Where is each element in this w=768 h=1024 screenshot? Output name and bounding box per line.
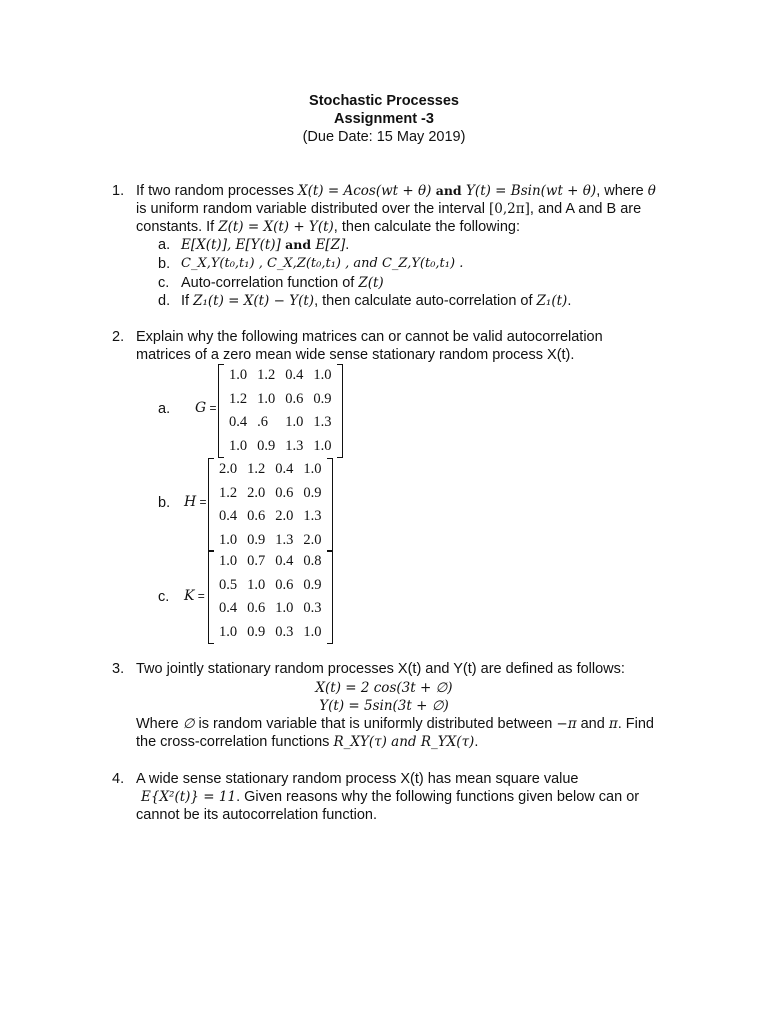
q3-text: is random variable that is uniformly distributed between xyxy=(194,716,557,732)
matrix-cell: 1.0 xyxy=(247,576,266,593)
q2-number: 2. xyxy=(112,329,125,345)
matrix-cell: 0.4 xyxy=(219,508,238,525)
q3-eq-1: X(t) = 2 cos(3t + ∅) xyxy=(315,680,453,696)
matrix-cell: 0.9 xyxy=(247,623,266,640)
q1-text: constants. If xyxy=(136,219,219,235)
matrix-row xyxy=(214,574,327,598)
q3-eq-2: Y(t) = 5sin(3t + ∅) xyxy=(319,698,449,714)
q3-neg-pi: −π xyxy=(556,716,577,732)
q1-interval: [0,2π] xyxy=(489,201,530,217)
matrix-k xyxy=(214,550,327,644)
q3-text: . Find xyxy=(617,716,654,732)
q1-where: , where xyxy=(596,183,648,199)
due-date: (Due Date: 15 May 2019) xyxy=(302,129,466,145)
matrix-cell: 1.3 xyxy=(313,414,332,431)
bracket-right xyxy=(327,458,333,552)
matrix-g-name xyxy=(195,400,217,416)
matrix-cell: 1.2 xyxy=(247,461,266,478)
q3-line-3 xyxy=(136,734,478,750)
matrix-cell: 0.8 xyxy=(303,553,322,570)
matrix-h xyxy=(214,458,327,552)
matrix-h-letter: b. xyxy=(158,495,171,511)
matrix-h-name xyxy=(184,494,207,510)
matrix-k-letter: c. xyxy=(158,589,170,605)
matrix-cell: 0.9 xyxy=(257,437,276,454)
assignment-label: Assignment -3 xyxy=(334,111,434,127)
matrix-row xyxy=(224,411,337,435)
matrix-g-equals: = xyxy=(206,401,217,415)
q1-math-x: X(t) = Acos(wt + θ) xyxy=(298,183,432,199)
matrix-cell: 0.9 xyxy=(247,531,266,548)
q1d-text: If xyxy=(181,293,194,309)
q1-text: If two random processes xyxy=(136,183,298,199)
q4-text: . Given reasons why the following functions given below can or xyxy=(236,789,640,805)
matrix-cell: 1.3 xyxy=(303,508,322,525)
matrix-cell: 0.3 xyxy=(303,600,322,617)
matrix-h-equals: = xyxy=(196,495,207,509)
matrix-cell: 1.2 xyxy=(257,367,276,384)
matrix-cell: 2.0 xyxy=(219,461,238,478)
q1-line-1 xyxy=(136,183,656,199)
q1d-label: d. xyxy=(158,293,171,309)
matrix-cell: 1.2 xyxy=(219,484,238,501)
bracket-left xyxy=(208,550,214,644)
matrix-g-symbol: G xyxy=(195,400,207,416)
q1c-math: Z(t) xyxy=(358,275,384,291)
q1-math-z: Z(t) = X(t) + Y(t) xyxy=(218,219,334,235)
q3-phi: ∅ xyxy=(182,716,195,732)
matrix-cell: 0.9 xyxy=(313,390,332,407)
q1a-math: E[X(t)], E[Y(t)] xyxy=(181,237,281,253)
q1-text: , and A and B are xyxy=(529,201,642,217)
matrix-h-label xyxy=(158,495,170,511)
matrix-row xyxy=(214,550,327,574)
q1-math-y: Y(t) = Bsin(wt + θ) xyxy=(466,183,597,199)
q3-pi: π xyxy=(608,716,618,732)
matrix-cell: 1.0 xyxy=(257,390,276,407)
matrix-cell: 0.4 xyxy=(275,461,294,478)
matrix-cell: 1.0 xyxy=(313,437,332,454)
matrix-cell: 0.4 xyxy=(275,553,294,570)
q1b-line: C_X,Y(t₀,t₁) , C_X,Z(t₀,t₁) , and C_Z,Y(t₀,t₁) . xyxy=(181,256,464,271)
matrix-cell: 0.3 xyxy=(275,623,294,640)
q1-text: is uniform random variable distributed over the interval xyxy=(136,201,489,217)
q1b-label: b. xyxy=(158,256,171,272)
bracket-left xyxy=(218,364,224,458)
q3-text: the cross-correlation functions xyxy=(136,734,334,750)
doc-title: Stochastic Processes xyxy=(309,93,459,109)
matrix-cell: .6 xyxy=(257,414,268,431)
q4-line-3: cannot be its autocorrelation function. xyxy=(136,807,378,823)
matrix-row xyxy=(224,388,337,412)
q1d-math-z1: Z₁(t) xyxy=(536,293,568,309)
q1-theta: θ xyxy=(647,183,656,199)
q1d-math: Z₁(t) = X(t) − Y(t) xyxy=(193,293,315,309)
matrix-k-equals: = xyxy=(194,589,205,603)
q4-math: E{X²(t)} = 11 xyxy=(141,789,237,805)
matrix-cell: 1.3 xyxy=(275,531,294,548)
matrix-cell: 1.0 xyxy=(219,623,238,640)
q1a-label: a. xyxy=(158,237,171,253)
q4-line-2 xyxy=(141,789,639,805)
matrix-row xyxy=(214,597,327,621)
matrix-cell: 1.0 xyxy=(229,437,248,454)
q1d-period: . xyxy=(567,293,572,309)
q2-line-2: matrices of a zero mean wide sense stationary random process X(t). xyxy=(136,347,575,363)
q3-period: . xyxy=(474,734,479,750)
matrix-cell: 0.6 xyxy=(247,508,266,525)
q1-line-3 xyxy=(136,219,520,235)
matrix-cell: 1.0 xyxy=(313,367,332,384)
q1-text: , then calculate the following: xyxy=(333,219,520,235)
q1a-line xyxy=(181,237,349,253)
q1d-line xyxy=(181,293,571,309)
matrix-k-symbol: K xyxy=(184,588,195,604)
matrix-cell: 1.0 xyxy=(219,531,238,548)
q1c-line xyxy=(181,275,384,291)
bracket-right xyxy=(337,364,343,458)
q4-line-1: A wide sense stationary random process X(t) has mean square value xyxy=(136,771,579,787)
q1a-math-ez: E[Z] xyxy=(315,237,346,253)
q3-line-2 xyxy=(136,716,654,732)
q1d-text: , then calculate auto-correlation of xyxy=(314,293,537,309)
matrix-cell: 0.7 xyxy=(247,553,266,570)
matrix-cell: 1.0 xyxy=(285,414,304,431)
q3-math-r: R_XY(τ) and R_YX(τ) xyxy=(333,734,475,750)
matrix-h-symbol: H xyxy=(184,494,197,510)
matrix-cell: 2.0 xyxy=(247,484,266,501)
q1-line-2 xyxy=(136,201,641,217)
matrix-k-name xyxy=(184,588,205,604)
matrix-cell: 2.0 xyxy=(303,531,322,548)
matrix-k-table xyxy=(214,550,327,644)
matrix-cell: 1.0 xyxy=(303,461,322,478)
bracket-right xyxy=(327,550,333,644)
matrix-cell: 0.6 xyxy=(285,390,304,407)
q3-text: and xyxy=(576,716,609,732)
matrix-row xyxy=(214,505,327,529)
matrix-row xyxy=(214,458,327,482)
q1a-period: . xyxy=(345,237,350,253)
q2-line-1: Explain why the following matrices can or cannot be valid autocorrelation xyxy=(136,329,603,345)
matrix-cell: 0.9 xyxy=(303,576,322,593)
matrix-cell: 0.6 xyxy=(247,600,266,617)
q1-number: 1. xyxy=(112,183,125,199)
matrix-cell: 0.5 xyxy=(219,576,238,593)
matrix-g-table xyxy=(224,364,337,458)
matrix-row xyxy=(224,364,337,388)
q1a-and: and xyxy=(280,237,316,252)
matrix-row xyxy=(214,482,327,506)
matrix-k-label xyxy=(158,589,169,605)
matrix-cell: 1.2 xyxy=(229,390,248,407)
matrix-cell: 0.6 xyxy=(275,484,294,501)
matrix-h-table xyxy=(214,458,327,552)
matrix-cell: 0.9 xyxy=(303,484,322,501)
matrix-row xyxy=(214,621,327,645)
matrix-g-letter: a. xyxy=(158,401,171,417)
matrix-cell: 1.3 xyxy=(285,437,304,454)
matrix-cell: 0.6 xyxy=(275,576,294,593)
matrix-cell: 0.4 xyxy=(229,414,248,431)
bracket-left xyxy=(208,458,214,552)
matrix-g-label xyxy=(158,401,170,417)
q1c-text: Auto-correlation function of xyxy=(181,275,359,291)
matrix-cell: 0.4 xyxy=(219,600,238,617)
matrix-cell: 0.4 xyxy=(285,367,304,384)
matrix-cell: 2.0 xyxy=(275,508,294,525)
matrix-cell: 1.0 xyxy=(219,553,238,570)
matrix-row xyxy=(224,435,337,459)
q1c-label: c. xyxy=(158,275,170,291)
q4-number: 4. xyxy=(112,771,125,787)
matrix-cell: 1.0 xyxy=(275,600,294,617)
q1-and: and xyxy=(431,183,467,198)
matrix-g xyxy=(224,364,337,458)
matrix-cell: 1.0 xyxy=(229,367,248,384)
matrix-row xyxy=(214,529,327,553)
q3-line-1: Two jointly stationary random processes X(t) and Y(t) are defined as follows: xyxy=(136,661,625,677)
matrix-cell: 1.0 xyxy=(303,623,322,640)
q3-number: 3. xyxy=(112,661,125,677)
q3-text: Where xyxy=(136,716,183,732)
